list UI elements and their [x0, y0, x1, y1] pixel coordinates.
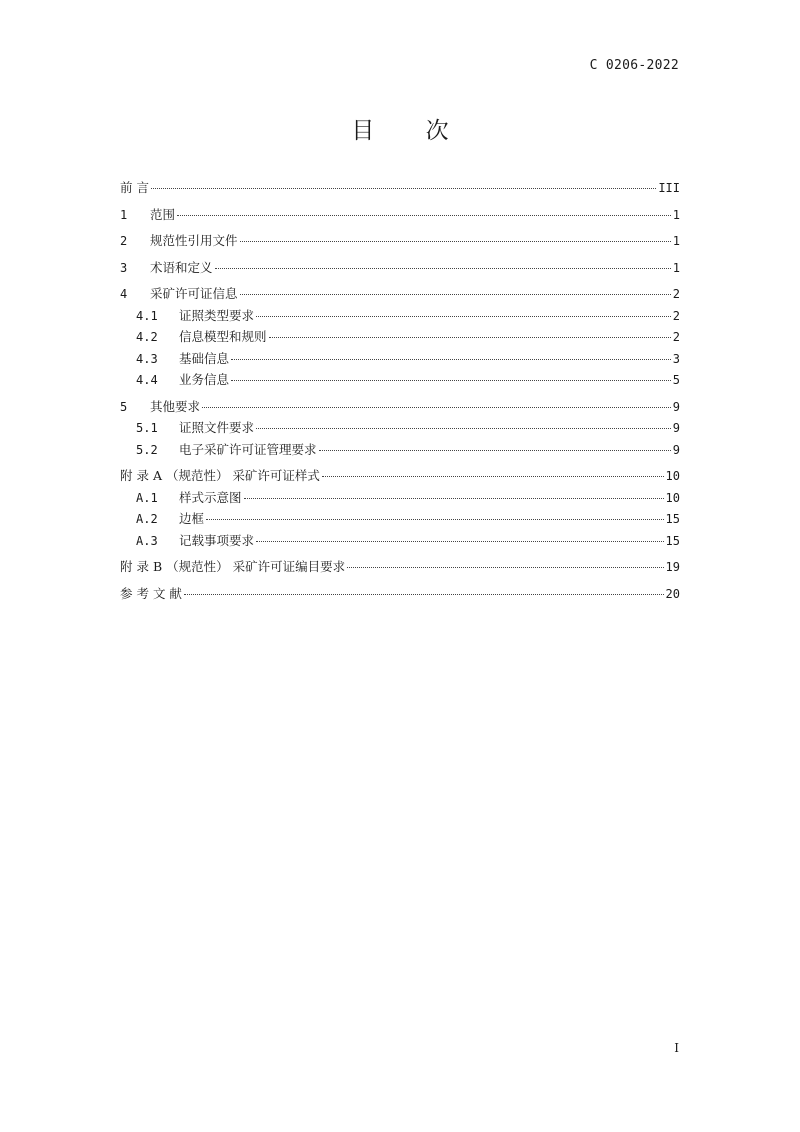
toc-entry-page: 2: [672, 308, 680, 323]
toc-entry-number: 5: [120, 399, 128, 414]
table-of-contents: [120, 178, 680, 602]
footer-page-number: I: [674, 1041, 679, 1055]
document-code: C 0206-2022: [589, 58, 679, 73]
toc-entry-page: III: [658, 181, 680, 195]
toc-entry[interactable]: [120, 205, 680, 223]
dot-leader: [202, 407, 671, 408]
toc-entry-label: 附 录 A （规范性） 采矿许可证样式: [120, 468, 320, 483]
dot-leader: [256, 541, 664, 542]
toc-entry-page: 1: [672, 207, 680, 222]
toc-entry-number: 5.2: [136, 442, 158, 457]
dot-leader: [177, 215, 671, 216]
toc-entry-page: 9: [672, 399, 680, 414]
toc-entry-label: 边框: [179, 511, 205, 526]
toc-entry-page: 1: [672, 260, 680, 275]
toc-entry-number: A.3: [136, 533, 158, 548]
toc-entry-page: 15: [665, 533, 680, 548]
toc-entry-label: 前 言: [120, 180, 149, 195]
dot-leader: [184, 594, 664, 595]
toc-title: 目 次: [351, 118, 471, 144]
toc-entry[interactable]: [120, 284, 680, 302]
toc-entry-number: 4.4: [136, 373, 158, 387]
dot-leader: [322, 476, 664, 477]
dot-leader: [215, 268, 671, 269]
dot-leader: [206, 519, 664, 520]
toc-entry-number: A.1: [136, 490, 158, 505]
toc-entry[interactable]: [120, 258, 680, 276]
toc-entry-number: 1: [120, 207, 128, 222]
toc-entry[interactable]: [120, 509, 680, 527]
dot-leader: [151, 188, 656, 189]
dot-leader: [347, 567, 663, 568]
toc-entry-page: 5: [672, 373, 680, 387]
toc-entry-number: 4: [120, 287, 128, 301]
toc-entry[interactable]: [120, 397, 680, 415]
toc-entry-page: 9: [672, 442, 680, 457]
toc-entry[interactable]: [120, 440, 680, 458]
toc-entry-number: 4.2: [136, 330, 158, 344]
toc-entry-number: 5.1: [136, 421, 158, 435]
toc-entry[interactable]: [120, 531, 680, 549]
toc-entry-label: 范围: [150, 206, 176, 222]
toc-entry-number: 3: [120, 260, 128, 275]
toc-entry-number: A.2: [136, 512, 158, 526]
toc-entry-label: 电子采矿许可证管理要求: [179, 441, 317, 457]
toc-entry[interactable]: [120, 370, 680, 388]
toc-entry[interactable]: [120, 584, 680, 602]
toc-entry[interactable]: [120, 557, 680, 575]
dot-leader: [240, 294, 671, 295]
toc-entry-label: 采矿许可证信息: [150, 286, 238, 301]
dot-leader: [256, 316, 671, 317]
dot-leader: [240, 241, 671, 242]
toc-entry-page: 20: [665, 586, 680, 601]
toc-entry[interactable]: [120, 178, 680, 196]
toc-entry[interactable]: [120, 327, 680, 345]
toc-entry-label: 样式示意图: [179, 489, 242, 505]
dot-leader: [269, 337, 671, 338]
toc-entry-page: 15: [665, 512, 680, 526]
toc-entry[interactable]: [120, 418, 680, 436]
toc-entry[interactable]: [120, 349, 680, 367]
toc-entry-page: 1: [672, 234, 680, 248]
toc-entry-page: 3: [672, 351, 680, 366]
toc-entry-label: 术语和定义: [150, 259, 213, 275]
toc-entry[interactable]: [120, 231, 680, 249]
dot-leader: [231, 380, 671, 381]
toc-entry-label: 规范性引用文件: [150, 233, 238, 248]
toc-entry-number: 4.1: [136, 308, 158, 323]
toc-entry-label: 参 考 文 献: [120, 585, 182, 601]
toc-entry-page: 10: [665, 490, 680, 505]
toc-entry-number: 2: [120, 234, 128, 248]
toc-entry-page: 19: [665, 560, 680, 574]
toc-entry-label: 证照类型要求: [179, 307, 255, 323]
toc-entry[interactable]: [120, 306, 680, 324]
toc-entry-label: 证照文件要求: [179, 420, 255, 435]
dot-leader: [244, 498, 664, 499]
dot-leader: [256, 428, 671, 429]
toc-entry-number: 4.3: [136, 351, 158, 366]
toc-entry[interactable]: [120, 466, 680, 484]
toc-entry-page: 10: [665, 469, 680, 483]
toc-entry-label: 其他要求: [150, 398, 201, 414]
toc-entry-label: 记载事项要求: [179, 532, 255, 548]
toc-entry-label: 附 录 B （规范性） 采矿许可证编目要求: [120, 559, 346, 574]
toc-entry-label: 基础信息: [179, 350, 230, 366]
dot-leader: [231, 359, 671, 360]
toc-entry-label: 信息模型和规则: [179, 329, 267, 344]
dot-leader: [319, 450, 671, 451]
toc-entry[interactable]: [120, 488, 680, 506]
toc-entry-label: 业务信息: [179, 372, 230, 387]
toc-entry-page: 2: [672, 287, 680, 301]
toc-entry-page: 9: [672, 421, 680, 435]
toc-entry-page: 2: [672, 330, 680, 344]
